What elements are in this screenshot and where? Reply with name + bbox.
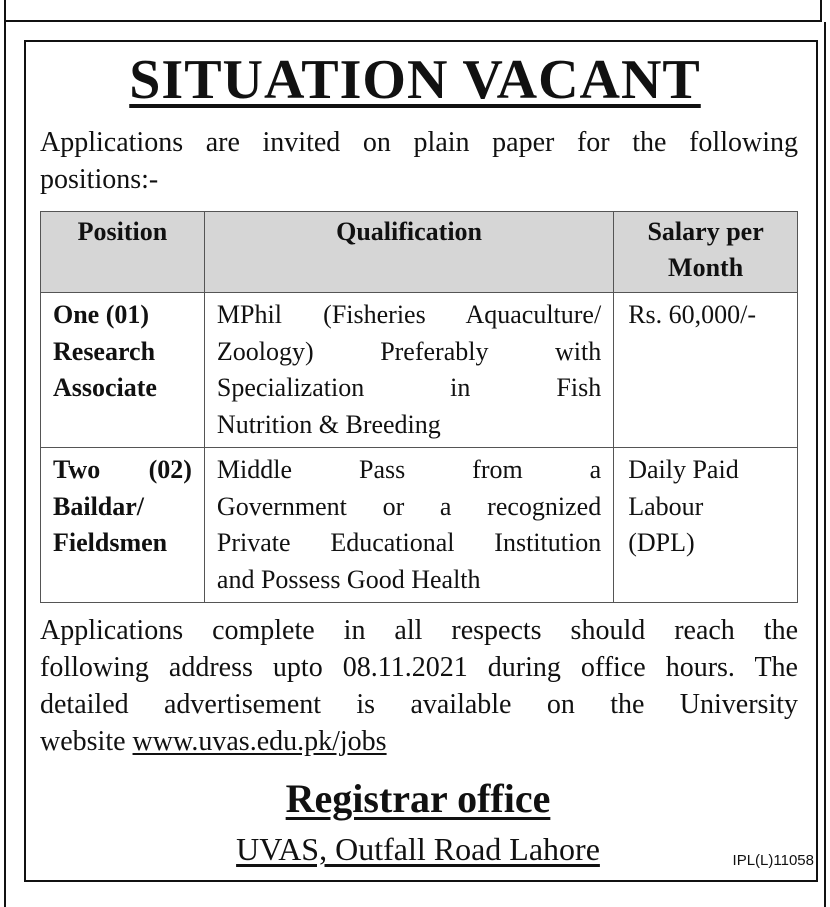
ad-title: SITUATION VACANT [129, 49, 701, 111]
registrar-office: Registrar office [285, 776, 551, 821]
qualification-cell: Middle Pass from a Government or a recognized Private Educational Institution and Possess Good Health [204, 448, 613, 603]
website-link[interactable]: www.uvas.edu.pk/jobs [132, 726, 387, 757]
website-label: website [40, 726, 126, 757]
table-header-row [41, 212, 798, 293]
office-address: UVAS, Outfall Road Lahore [236, 831, 600, 867]
closing-paragraph: Applications complete in all respects should reach the following address upto 08.11.2021 during office hours. The detailed advertisement is available on the University website www.uvas.edu.pk/jobs [40, 615, 798, 757]
position-cell: One (01) Research Associate [41, 293, 205, 448]
top-rule-box [4, 0, 822, 22]
position-cell: Two (02) Baildar/ Fieldsmen [41, 448, 205, 603]
intro-paragraph: Applications are invited on plain paper for the following positions:- [40, 127, 798, 195]
table-row [41, 293, 798, 448]
header-salary: Salary per Month [614, 212, 798, 293]
salary-cell: Daily Paid Labour (DPL) [614, 448, 798, 603]
salary-cell: Rs. 60,000/- [614, 293, 798, 448]
qualification-cell: MPhil (Fisheries Aquaculture/ Zoology) Preferably with Specialization in Fish Nutrition & Breeding [204, 293, 613, 448]
header-position: Position [41, 212, 205, 293]
header-qualification: Qualification [204, 212, 613, 293]
positions-table [40, 211, 798, 603]
table-row [41, 448, 798, 603]
ad-reference-code: IPL(L)11058 [732, 852, 814, 869]
